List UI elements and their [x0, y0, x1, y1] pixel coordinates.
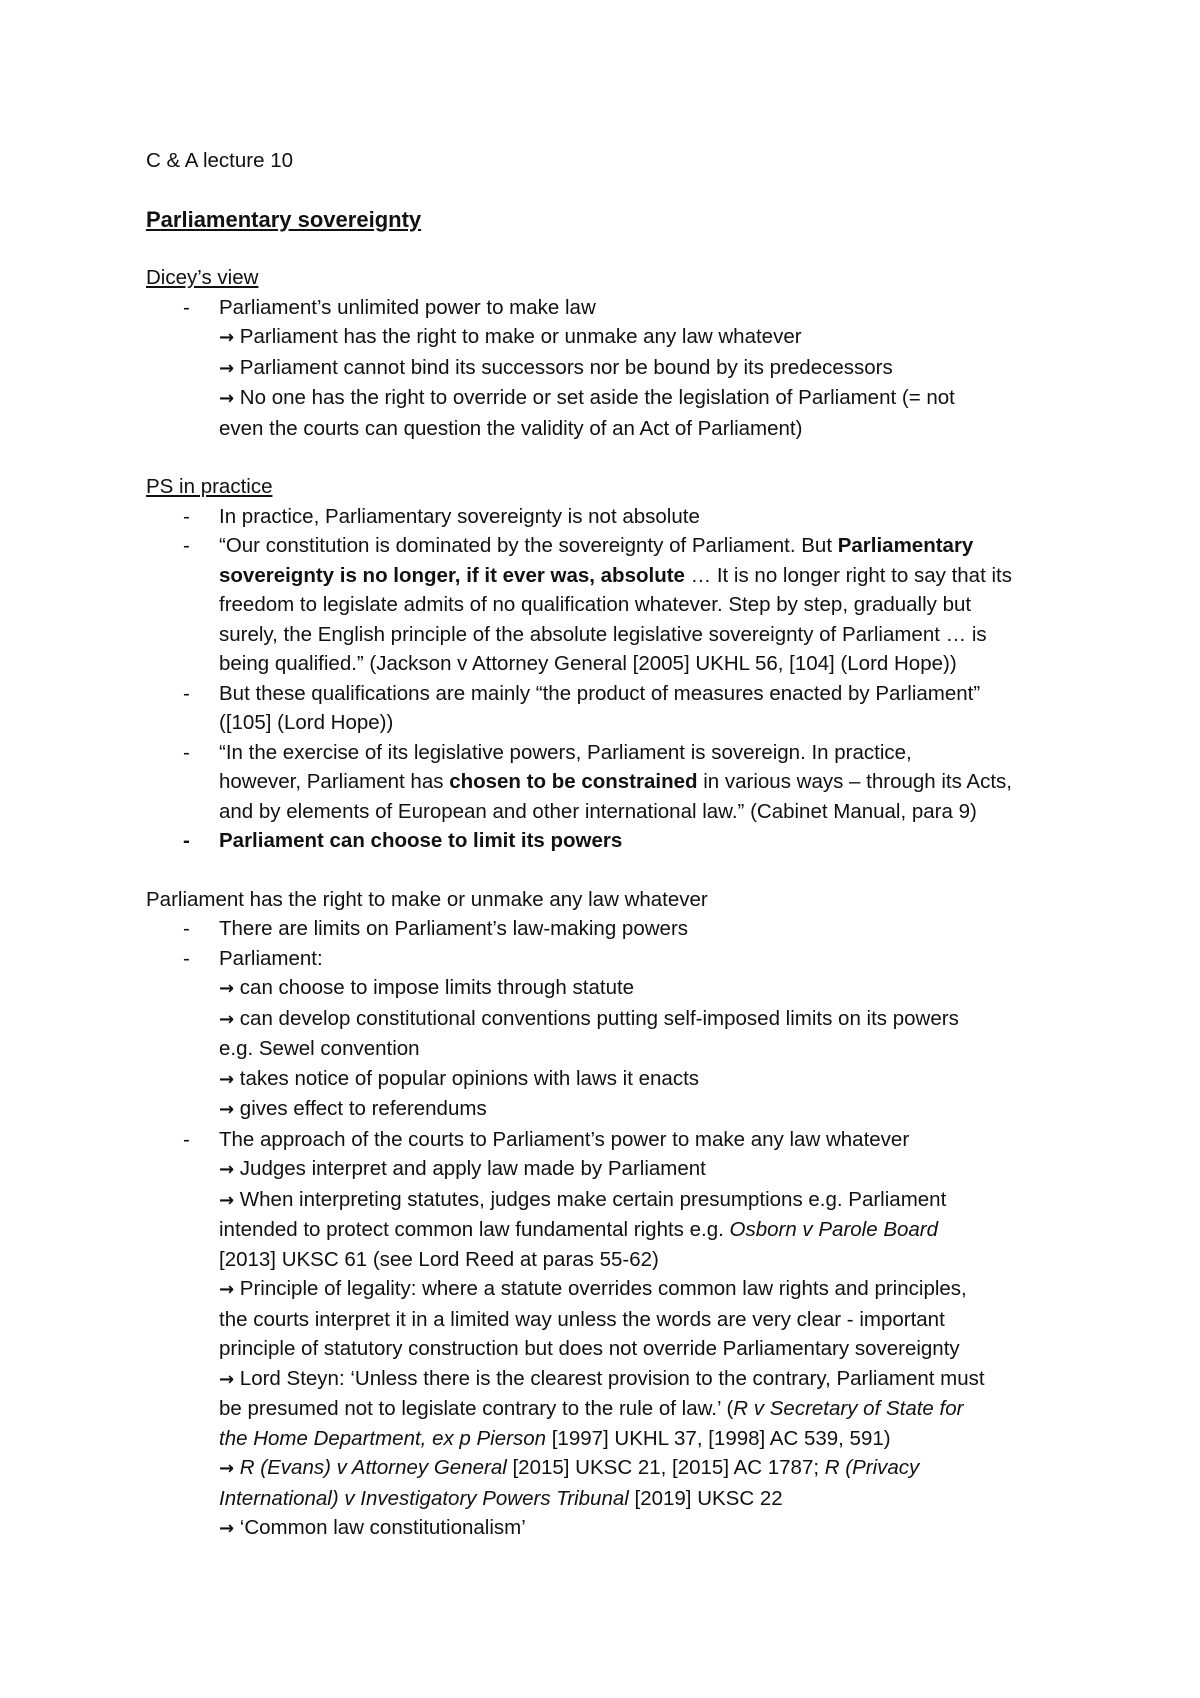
- bullet-text: Parliament’s unlimited power to make law: [219, 295, 596, 319]
- arrow-icon: →: [219, 1068, 235, 1090]
- case-citation: the Home Department, ex p Pierson: [219, 1426, 547, 1450]
- section-label-dicey: Dicey’s view: [146, 266, 259, 289]
- bullet-dash: -: [183, 681, 190, 705]
- bullet-dash: -: [183, 917, 190, 940]
- arrow-item: → gives effect to referendums: [219, 1097, 487, 1120]
- case-citation: International) v Investigatory Powers Tribunal: [219, 1486, 629, 1510]
- bullet-item: - But these qualifications are mainly “the product of measures enacted by Parliament”: [146, 679, 1076, 709]
- bullet-item: - Parliament:: [146, 944, 1076, 974]
- arrow-item: → Parliament has the right to make or unmake any law whatever: [219, 325, 802, 348]
- lecture-title: C & A lecture 10: [146, 149, 294, 172]
- continuation-line: intended to protect common law fundamental rights e.g. Osborn v Parole Board: [219, 1218, 939, 1241]
- arrow-item: → takes notice of popular opinions with laws it enacts: [219, 1066, 700, 1090]
- bullet-item: - Parliament can choose to limit its powers: [146, 826, 1076, 856]
- arrow-item: → No one has the right to override or set aside the legislation of Parliament (= not: [219, 386, 955, 409]
- arrow-icon: →: [219, 1279, 235, 1300]
- bullet-dash: -: [183, 504, 190, 528]
- case-citation: R (Evans) v Attorney General: [239, 1456, 507, 1479]
- case-citation: R (Privacy: [824, 1456, 920, 1479]
- arrow-item: → Parliament cannot bind its successors nor be bound by its predecessors: [219, 355, 893, 379]
- arrow-icon: →: [219, 1458, 235, 1479]
- page-heading: Parliamentary sovereignty: [146, 206, 422, 232]
- case-citation: R v Secretary of State for: [733, 1397, 964, 1420]
- section-label-practice: PS in practice: [146, 475, 273, 498]
- continuation-line: ([105] (Lord Hope)): [219, 711, 394, 734]
- bullet-dash: -: [183, 946, 190, 970]
- continuation-line: freedom to legislate admits of no qualification whatever. Step by step, gradually but: [219, 593, 972, 616]
- bullet-dash: -: [183, 295, 190, 319]
- arrow-item: → ‘Common law constitutionalism’: [219, 1516, 526, 1539]
- continuation-line: being qualified.” (Jackson v Attorney General [2005] UKHL 56, [104] (Lord Hope)): [219, 652, 957, 675]
- arrow-item: → R (Evans) v Attorney General [2015] UKSC 21, [2015] AC 1787; R (Privacy: [219, 1456, 920, 1479]
- arrow-item: → Lord Steyn: ‘Unless there is the clearest provision to the contrary, Parliament must: [219, 1366, 985, 1390]
- arrow-icon: →: [219, 1189, 235, 1211]
- arrow-icon: →: [219, 388, 235, 409]
- arrow-icon: →: [219, 1518, 235, 1539]
- bullet-dash: -: [183, 740, 190, 764]
- bullet-dash: -: [183, 534, 190, 557]
- bullet-item: - “Our constitution is dominated by the sovereignty of Parliament. But Parliamentary: [146, 531, 1076, 561]
- bullet-item: - There are limits on Parliament’s law-making powers: [146, 914, 1076, 944]
- bullet-item: - In practice, Parliamentary sovereignty is not absolute: [146, 502, 1076, 532]
- continuation-line: the Home Department, ex p Pierson [1997] UKHL 37, [1998] AC 539, 591): [219, 1426, 891, 1450]
- arrow-icon: →: [219, 978, 235, 999]
- arrow-icon: →: [219, 1008, 235, 1030]
- continuation-line: sovereignty is no longer, if it ever was, absolute … It is no longer right to say that its: [219, 563, 1012, 587]
- arrow-item: → can choose to impose limits through statute: [219, 976, 635, 999]
- section-label-unmake: Parliament has the right to make or unmake any law whatever: [146, 887, 708, 911]
- continuation-line: e.g. Sewel convention: [219, 1037, 420, 1060]
- continuation-line: be presumed not to legislate contrary to the rule of law.’ (R v Secretary of State for: [219, 1397, 964, 1420]
- bullet-dash: -: [183, 1127, 190, 1151]
- continuation-line: surely, the English principle of the absolute legislative sovereignty of Parliament … is: [219, 622, 987, 646]
- arrow-icon: →: [219, 1159, 235, 1180]
- arrow-item: → When interpreting statutes, judges make certain presumptions e.g. Parliament: [219, 1187, 947, 1211]
- arrow-icon: →: [219, 327, 235, 348]
- continuation-line: even the courts can question the validity of an Act of Parliament): [219, 416, 803, 440]
- continuation-line: principle of statutory construction but does not override Parliamentary sovereignty: [219, 1337, 960, 1360]
- arrow-item: → can develop constitutional conventions putting self-imposed limits on its powers: [219, 1006, 959, 1030]
- arrow-item: → Judges interpret and apply law made by Parliament: [219, 1157, 706, 1180]
- arrow-item: → Principle of legality: where a statute overrides common law rights and principles,: [219, 1277, 967, 1300]
- continuation-line: International) v Investigatory Powers Tribunal [2019] UKSC 22: [219, 1486, 783, 1510]
- bullet-item: [146, 293, 1076, 323]
- arrow-icon: →: [219, 1099, 235, 1120]
- continuation-line: [2013] UKSC 61 (see Lord Reed at paras 55-62): [219, 1247, 659, 1271]
- arrow-icon: →: [219, 1368, 235, 1390]
- bullet-item: - “In the exercise of its legislative powers, Parliament is sovereign. In practice,: [146, 738, 1076, 768]
- document-body: [146, 146, 1076, 1544]
- arrow-icon: →: [219, 357, 235, 379]
- case-citation: Osborn v Parole Board: [729, 1218, 939, 1241]
- bullet-dash: -: [183, 829, 190, 852]
- continuation-line: however, Parliament has chosen to be constrained in various ways – through its Acts,: [219, 770, 1012, 793]
- continuation-line: the courts interpret it in a limited way unless the words are very clear - important: [219, 1307, 945, 1331]
- continuation-line: and by elements of European and other international law.” (Cabinet Manual, para 9): [219, 799, 977, 823]
- bullet-item: - The approach of the courts to Parliament’s power to make any law whatever: [146, 1125, 1076, 1155]
